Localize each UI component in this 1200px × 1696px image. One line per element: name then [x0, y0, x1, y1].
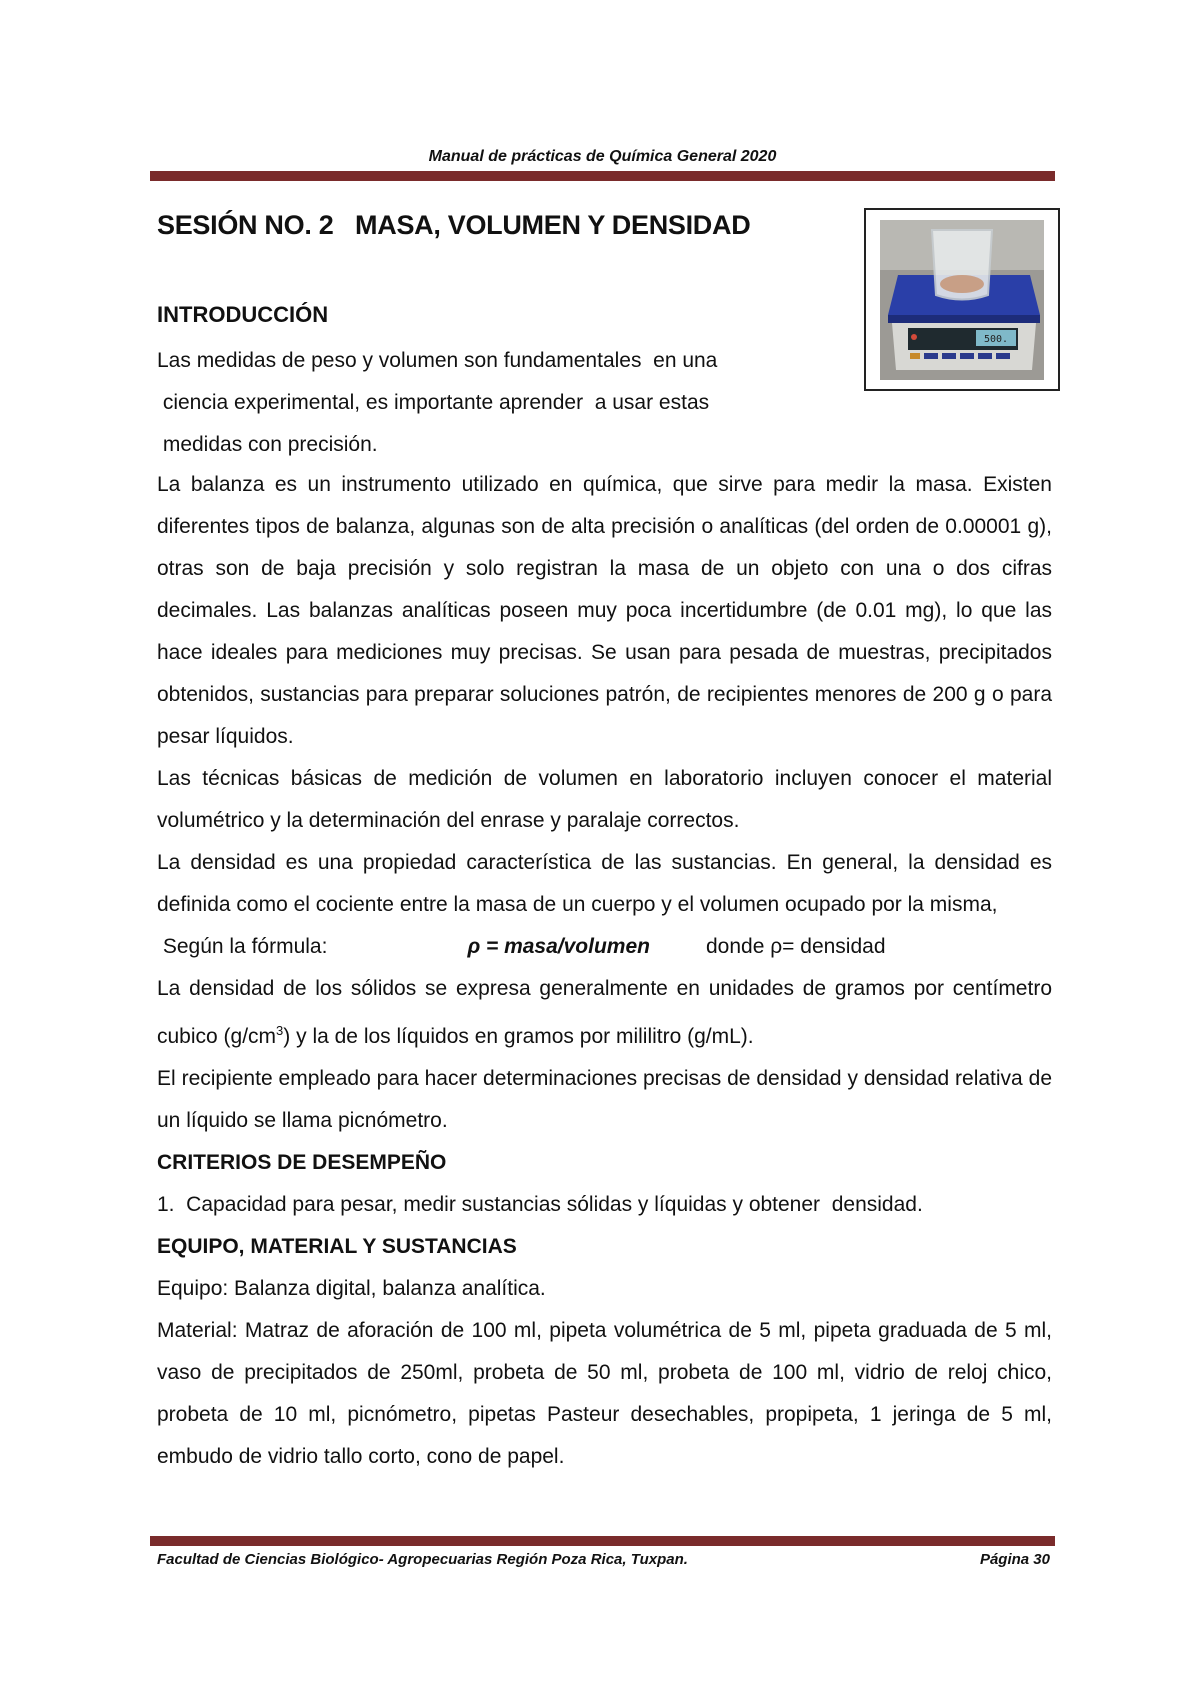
formula-label: Según la fórmula:: [157, 935, 328, 958]
paragraph-unidades: [157, 968, 1052, 1058]
digital-scale-photo: [880, 220, 1044, 380]
criterios-heading: CRITERIOS DE DESEMPEÑO: [157, 1151, 447, 1174]
equipo-text: Equipo: Balanza digital, balanza analítica.: [157, 1277, 546, 1300]
page-number: Página 30: [979, 1551, 1050, 1568]
density-formula: ρ = masa/volumen: [467, 935, 650, 958]
footer-rule: [150, 1536, 1055, 1546]
footer-institution: Facultad de Ciencias Biológico- Agropecuarias Región Poza Rica, Tuxpan.: [157, 1551, 688, 1568]
unidades-text-a: La densidad de los sólidos se expresa generalmente en unidades de gramos por centímetro cubico (g/cm: [157, 977, 1052, 1048]
header-rule: [150, 171, 1055, 181]
intro-line: medidas con precisión.: [157, 433, 378, 456]
paragraph-picnometro: El recipiente empleado para hacer determinaciones precisas de densidad y densidad relativa de un líquido se llama picnómetro.: [157, 1067, 1052, 1132]
paragraph-volumen: Las técnicas básicas de medición de volumen en laboratorio incluyen conocer el material volumétrico y la determinación del enrase y paralaje correctos.: [157, 767, 1052, 832]
equipo-heading: EQUIPO, MATERIAL Y SUSTANCIAS: [157, 1235, 517, 1258]
formula-note: donde ρ= densidad: [705, 935, 886, 958]
intro-line: Las medidas de peso y volumen son fundamentales en una: [157, 349, 718, 372]
body-text: [157, 464, 1052, 1478]
scale-display-reading: 500.: [983, 334, 1009, 345]
scale-photo-frame: [864, 208, 1060, 391]
paragraph-densidad: La densidad es una propiedad característica de las sustancias. En general, la densidad es definida como el cociente entre la masa de un cuerpo y el volumen ocupado por la misma,: [157, 851, 1052, 916]
intro-heading: INTRODUCCIÓN: [157, 302, 329, 327]
intro-text: [157, 340, 717, 466]
intro-line: ciencia experimental, es importante aprender a usar estas: [157, 391, 710, 414]
running-header: Manual de prácticas de Química General 2020: [428, 148, 777, 165]
unidades-superscript: 3: [276, 1023, 284, 1038]
paragraph-balanza: La balanza es un instrumento utilizado en química, que sirve para medir la masa. Existen diferentes tipos de balanza, algunas son de alta precisión o analíticas (del orden de 0.00001 g), otras son de baja precisión y solo registran la masa de un objeto con una o dos cifras decimales. Las balanzas analíticas poseen muy poca incertidumbre (de 0.01 mg), lo que las hace ideales para mediciones muy precisas. Se usan para pesada de muestras, precipitados obtenidos, sustancias para preparar soluciones patrón, de recipientes menores de 200 g o para pesar líquidos.: [157, 473, 1052, 748]
unidades-text-b: ) y la de los líquidos en gramos por mililitro (g/mL).: [283, 1025, 754, 1048]
session-title: SESIÓN NO. 2 MASA, VOLUMEN Y DENSIDAD: [157, 210, 751, 240]
material-text: Material: Matraz de aforación de 100 ml, pipeta volumétrica de 5 ml, pipeta graduada de 5 ml, vaso de precipitados de 250ml, probeta de 50 ml, probeta de 100 ml, vidrio de reloj chico, probeta de 10 ml, picnómetro, pipetas Pasteur desechables, propipeta, 1 jeringa de 5 ml, embudo de vidrio tallo corto, cono de papel.: [157, 1319, 1052, 1468]
criterios-item-1: 1. Capacidad para pesar, medir sustancias sólidas y líquidas y obtener densidad.: [157, 1193, 923, 1216]
formula-line: [157, 926, 1052, 968]
